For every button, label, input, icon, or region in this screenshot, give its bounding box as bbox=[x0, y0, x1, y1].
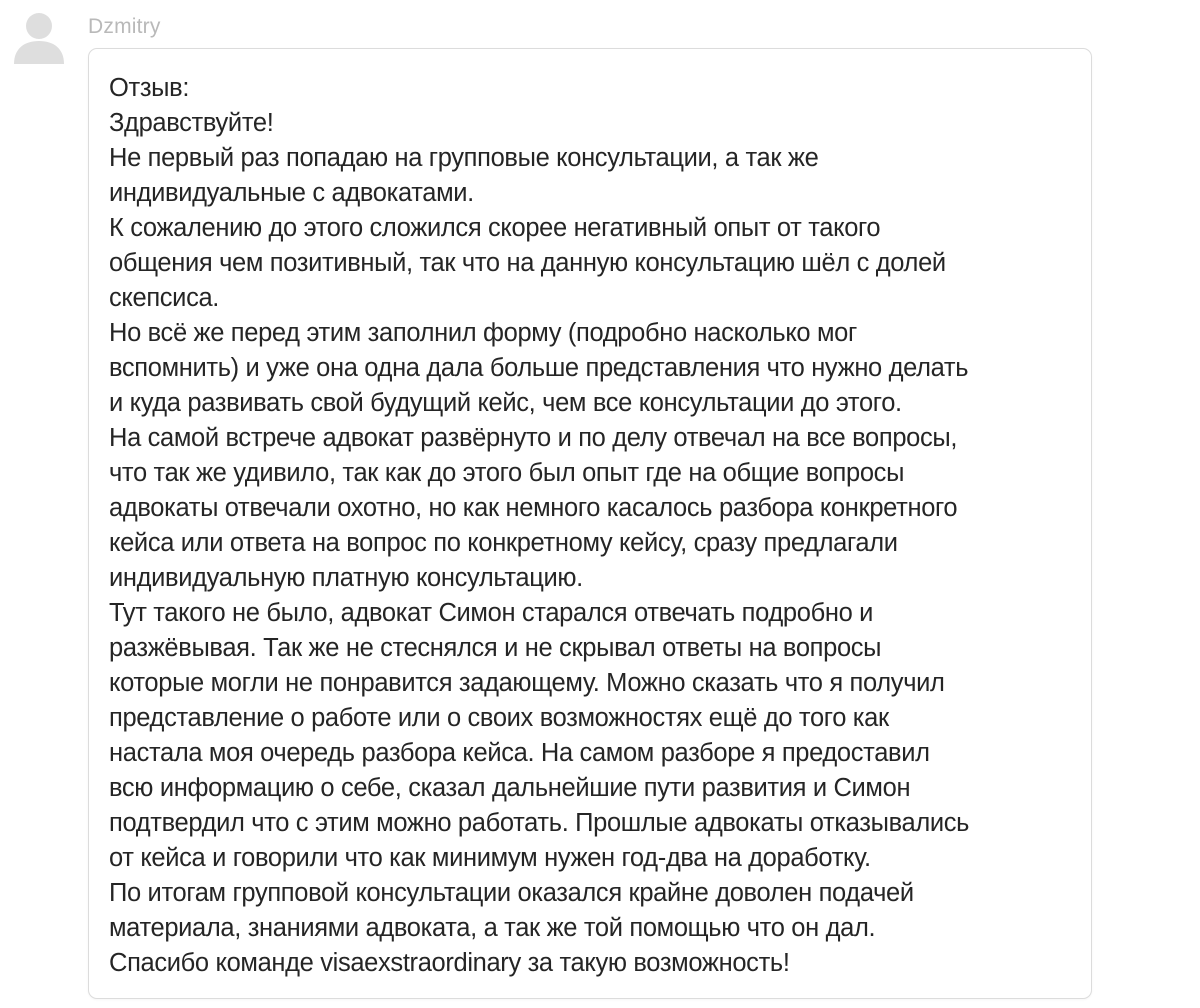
review-line: представление о работе или о своих возможностях ещё до того как bbox=[109, 704, 889, 732]
review-line: всю информацию о себе, сказал дальнейшие пути развития и Симон bbox=[109, 774, 911, 802]
review-line: Спасибо команде visaexstraordinary за такую возможность! bbox=[109, 949, 790, 977]
review-line: общения чем позитивный, так что на данную консультацию шёл с долей bbox=[109, 249, 946, 277]
review-line: материала, знаниями адвоката, а так же той помощью что он дал. bbox=[109, 914, 876, 942]
review-line: подтвердил что с этим можно работать. Прошлые адвокаты отказывались bbox=[109, 809, 970, 837]
review-line: Но всё же перед этим заполнил форму (подробно насколько мог bbox=[109, 319, 857, 347]
review-line: К сожалению до этого сложился скорее негативный опыт от такого bbox=[109, 214, 881, 242]
review-line: и куда развивать свой будущий кейс, чем все консультации до этого. bbox=[109, 389, 902, 417]
review-line: разжёвывая. Так же не стеснялся и не скрывал ответы на вопросы bbox=[109, 634, 882, 662]
review-line: от кейса и говорили что как минимум нужен год-два на доработку. bbox=[109, 844, 871, 872]
review-line: скепсиса. bbox=[109, 284, 220, 312]
review-line: Тут такого не было, адвокат Симон старался отвечать подробно и bbox=[109, 599, 874, 627]
review-line: Отзыв: bbox=[109, 74, 190, 102]
review-line: Не первый раз попадаю на групповые консультации, а так же bbox=[109, 144, 819, 172]
review-line: которые могли не понравится задающему. Можно сказать что я получил bbox=[109, 669, 945, 697]
review-line: кейса или ответа на вопрос по конкретному кейсу, сразу предлагали bbox=[109, 529, 898, 557]
review-line: По итогам групповой консультации оказался крайне доволен подачей bbox=[109, 879, 914, 907]
comment-bubble bbox=[88, 48, 1092, 999]
review-line: вспомнить) и уже она одна дала больше представления что нужно делать bbox=[109, 354, 969, 382]
review-line: На самой встрече адвокат развёрнуто и по делу отвечал на все вопросы, bbox=[109, 424, 958, 452]
review-line: что так же удивило, так как до этого был опыт где на общие вопросы bbox=[109, 459, 905, 487]
review-text bbox=[109, 71, 1084, 981]
review-line: индивидуальную платную консультацию. bbox=[109, 564, 583, 592]
review-line: Здравствуйте! bbox=[109, 109, 274, 137]
avatar[interactable] bbox=[12, 8, 66, 64]
review-line: адвокаты отвечали охотно, но как немного касалось разбора конкретного bbox=[109, 494, 958, 522]
user-silhouette-icon bbox=[12, 8, 66, 64]
review-line: настала моя очередь разбора кейса. На самом разборе я предоставил bbox=[109, 739, 930, 767]
comment-author[interactable]: Dzmitry bbox=[88, 15, 161, 38]
review-line: индивидуальные с адвокатами. bbox=[109, 179, 474, 207]
